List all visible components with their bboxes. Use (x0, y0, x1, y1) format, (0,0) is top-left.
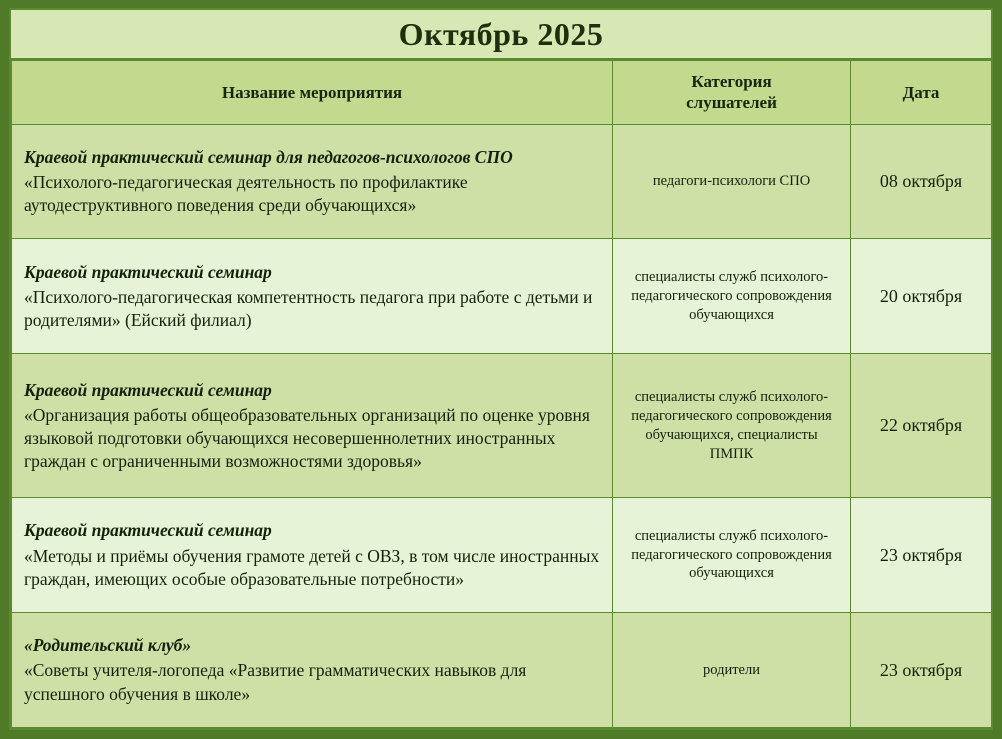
event-date-cell: 20 октября (851, 239, 992, 354)
event-name-cell (12, 498, 613, 613)
column-header-category-line1: Категория (691, 72, 772, 91)
event-title: Краевой практический семинар (24, 379, 272, 400)
column-header-name: Название мероприятия (12, 61, 613, 125)
event-date-cell: 23 октября (851, 498, 992, 613)
event-date-cell: 22 октября (851, 354, 992, 498)
column-header-category (613, 61, 851, 125)
event-category-cell: специалисты служб психолого-педагогического сопровождения обучающихся (613, 498, 851, 613)
title-bar (11, 10, 991, 60)
page-title: Октябрь 2025 (398, 15, 604, 52)
event-title: Краевой практический семинар (24, 520, 272, 541)
table-row (12, 613, 992, 728)
event-category-cell: родители (613, 613, 851, 728)
event-date-cell: 08 октября (851, 124, 992, 239)
event-category-cell: педагоги-психологи СПО (613, 124, 851, 239)
table-row (12, 354, 992, 498)
column-header-date: Дата (851, 61, 992, 125)
table-row (12, 124, 992, 239)
event-category-cell: специалисты служб психолого-педагогического сопровождения обучающихся (613, 239, 851, 354)
event-title: Краевой практический семинар (24, 261, 272, 282)
event-category-cell: специалисты служб психолого-педагогического сопровождения обучающихся, специалисты ПМПК (613, 354, 851, 498)
schedule-table (11, 60, 992, 728)
table-row (12, 498, 992, 613)
event-subtitle: «Методы и приёмы обучения грамоте детей с ОВЗ, в том числе иностранных граждан, имеющих особые образовательные потребности» (24, 545, 600, 589)
column-header-category-line2: слушателей (686, 93, 777, 113)
event-subtitle: «Психолого-педагогическая деятельность по профилактике аутодеструктивного поведения среди обучающихся» (24, 171, 468, 216)
table-row (12, 239, 992, 354)
event-name-cell (12, 354, 613, 498)
event-name-cell (12, 613, 613, 728)
event-title: Краевой практический семинар для педагогов-психологов СПО (24, 146, 513, 167)
event-name-cell (12, 239, 613, 354)
event-subtitle: «Советы учителя-логопеда «Развитие грамматических навыков для успешного обучения в школе» (24, 660, 527, 704)
table-header (12, 61, 992, 125)
event-name-cell (12, 124, 613, 239)
table-body (12, 124, 992, 728)
table-header-row (12, 61, 992, 125)
schedule-sheet (9, 8, 993, 730)
event-title: «Родительский клуб» (24, 635, 192, 656)
event-subtitle: «Психолого-педагогическая компетентность педагога при работе с детьми и родителями» (Ейский филиал) (24, 286, 593, 330)
event-date-cell: 23 октября (851, 613, 992, 728)
event-subtitle: «Организация работы общеобразовательных организаций по оценке уровня языковой подготовки обучающихся несовершеннолетних иностранных граждан с ограниченными возможностями здоровья» (24, 404, 590, 471)
